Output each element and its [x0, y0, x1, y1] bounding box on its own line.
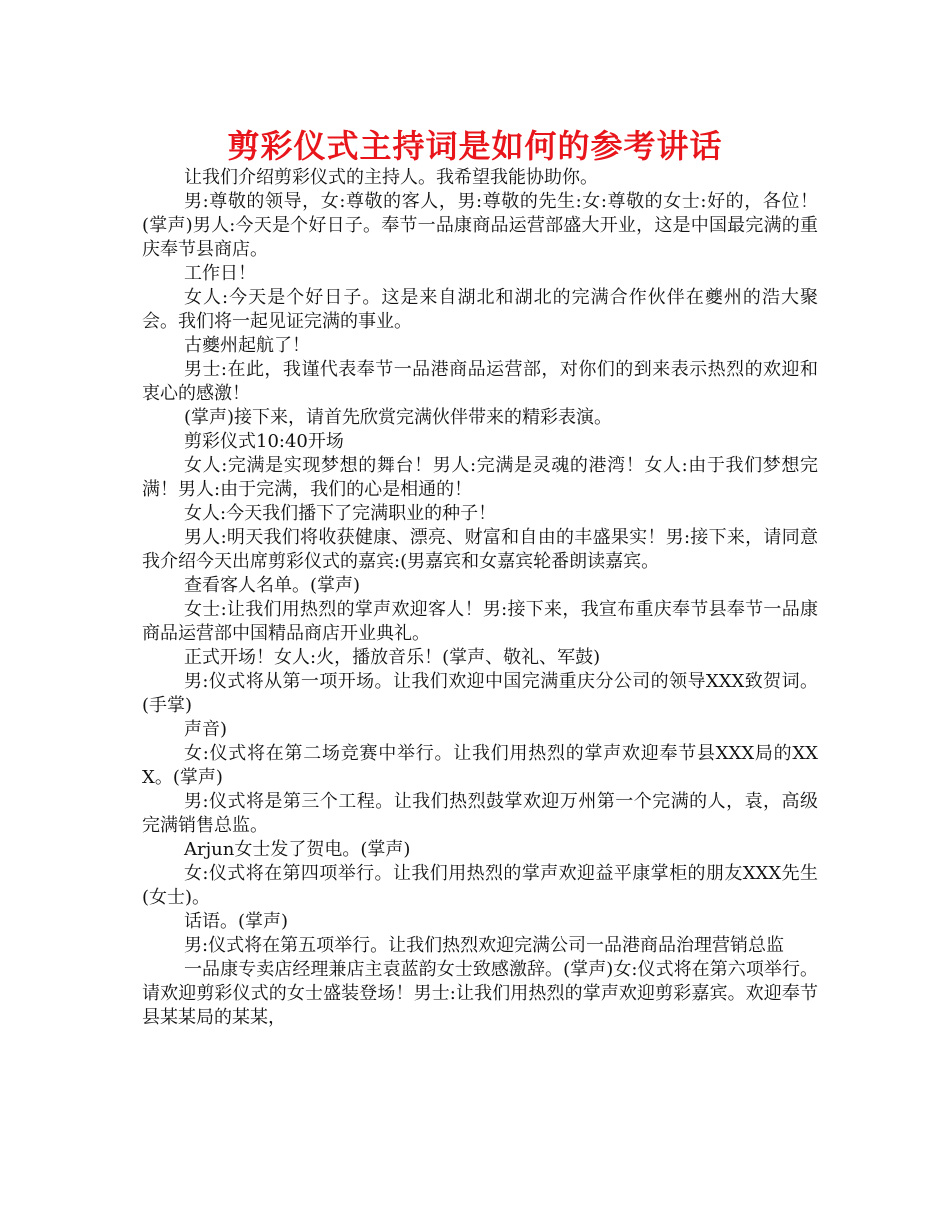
paragraph: 男:仪式将在第五项举行。让我们热烈欢迎完满公司一品港商品治理营销总监 [184, 935, 785, 956]
paragraph: (掌声)接下来，请首先欣赏完满伙伴带来的精彩表演。 [184, 407, 613, 428]
document-body [142, 166, 818, 1030]
paragraph: 女人:完满是实现梦想的舞台！男人:完满是灵魂的港湾！女人:由于我们梦想完满！男人:由于完满，我们的心是相通的！ [142, 455, 818, 500]
document-title: 剪彩仪式主持词是如何的参考讲话 [227, 127, 723, 165]
paragraph: 男士:在此，我谨代表奉节一品港商品运营部，对你们的到来表示热烈的欢迎和衷心的感激！ [142, 359, 818, 404]
paragraph: 男:仪式将从第一项开场。让我们欢迎中国完满重庆分公司的领导XXX致贺词。(手掌) [142, 671, 818, 716]
paragraph: 女人:今天我们播下了完满职业的种子！ [184, 503, 497, 524]
paragraph: 让我们介绍剪彩仪式的主持人。我希望我能协助你。 [184, 167, 598, 188]
paragraph: 女士:让我们用热烈的掌声欢迎客人！男:接下来，我宣布重庆奉节县奉节一品康商品运营部中国精品商店开业典礼。 [142, 599, 818, 644]
paragraph: 古夔州起航了！ [184, 335, 310, 356]
paragraph: 话语。(掌声) [184, 911, 289, 932]
paragraph: 男人:明天我们将收获健康、漂亮、财富和自由的丰盛果实！男:接下来，请同意我介绍今天出席剪彩仪式的嘉宾:(男嘉宾和女嘉宾轮番朗读嘉宾。 [142, 527, 818, 572]
paragraph: 查看客人名单。(掌声) [184, 575, 361, 596]
paragraph: 声音) [184, 719, 228, 740]
paragraph: 工作日！ [184, 263, 256, 284]
paragraph: 女:仪式将在第四项举行。让我们用热烈的掌声欢迎益平康掌柜的朋友XXX先生(女士)。 [142, 863, 818, 908]
paragraph: 剪彩仪式10:40开场 [184, 431, 344, 452]
paragraph: Arjun女士发了贺电。(掌声) [184, 839, 411, 860]
paragraph: 女人:今天是个好日子。这是来自湖北和湖北的完满合作伙伴在夔州的浩大聚会。我们将一起见证完满的事业。 [142, 287, 818, 332]
paragraph: 女:仪式将在第二场竞赛中举行。让我们用热烈的掌声欢迎奉节县XXX局的XXX。(掌声) [142, 743, 818, 788]
paragraph: 一品康专卖店经理兼店主袁蓝韵女士致感激辞。(掌声)女:仪式将在第六项举行。请欢迎剪彩仪式的女士盛装登场！男士:让我们用热烈的掌声欢迎剪彩嘉宾。欢迎奉节县某某局的某某， [142, 959, 818, 1028]
paragraph: 男:仪式将是第三个工程。让我们热烈鼓掌欢迎万州第一个完满的人，袁，高级完满销售总监。 [142, 791, 818, 836]
paragraph: 男:尊敬的领导，女:尊敬的客人，男:尊敬的先生:女:尊敬的女士:好的，各位！(掌声)男人:今天是个好日子。奉节一品康商品运营部盛大开业，这是中国最完满的重庆奉节县商店。 [142, 191, 818, 260]
paragraph: 正式开场！女人:火，播放音乐！(掌声、敬礼、军鼓) [184, 647, 601, 668]
